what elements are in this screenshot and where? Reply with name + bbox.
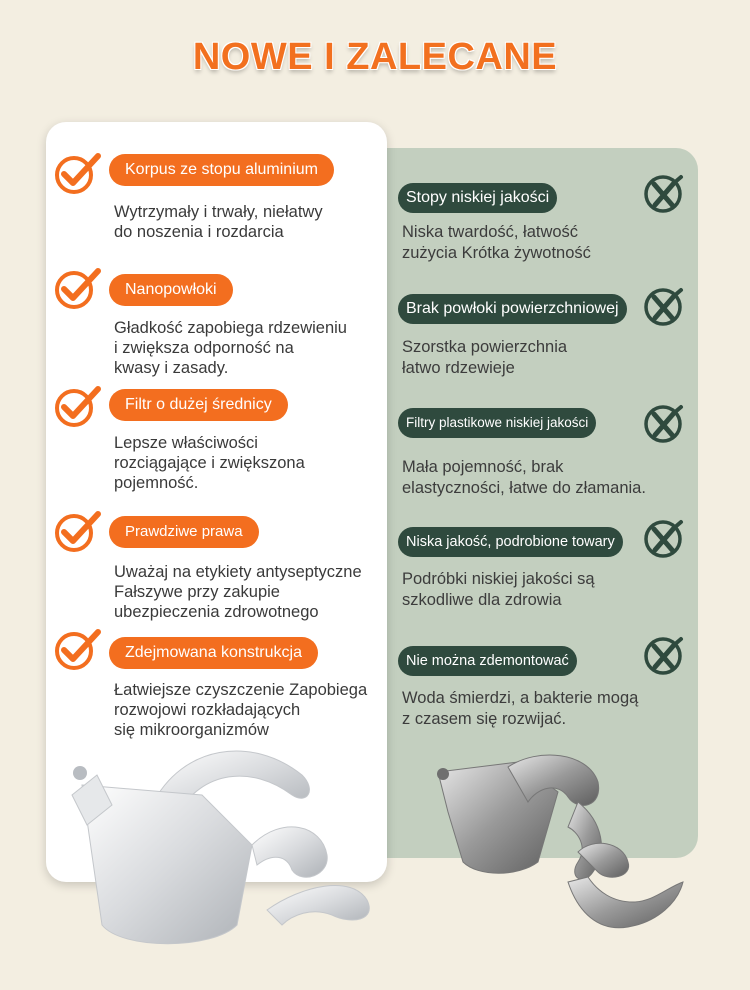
not-recommended-description: Podróbki niskiej jakości są szkodliwe dla zdrowia <box>402 570 595 609</box>
not-recommended-description: Mała pojemność, brak elastyczności, łatwe do złamania. <box>402 458 646 497</box>
cross-icon <box>643 285 687 329</box>
not-recommended-description: Niska twardość, łatwość zużycia Krótka żywotność <box>402 223 591 262</box>
recommended-description: Gładkość zapobiega rdzewieniu i zwiększa odporność na kwasy i zasady. <box>114 319 347 377</box>
cross-icon <box>643 634 687 678</box>
recommended-label: Zdejmowana konstrukcja <box>109 637 318 669</box>
checkmark-icon <box>54 626 102 672</box>
not-recommended-description: Szorstka powierzchnia łatwo rdzewieje <box>402 338 568 377</box>
not-recommended-label: Stopy niskiej jakości <box>398 183 557 213</box>
checkmark-icon <box>54 150 102 196</box>
checkmark-icon <box>54 383 102 429</box>
page-title: NOWE I ZALECANE <box>192 36 558 78</box>
recommended-description: Wytrzymały i trwały, niełatwy do noszenia i rozdarcia <box>114 203 323 241</box>
cross-icon <box>643 172 687 216</box>
recommended-label: Nanopowłoki <box>109 274 233 306</box>
not-recommended-label: Brak powłoki powierzchniowej <box>398 294 627 324</box>
not-recommended-label: Filtry plastikowe niskiej jakości <box>398 408 596 438</box>
recommended-label: Korpus ze stopu aluminium <box>109 154 334 186</box>
cross-icon <box>643 517 687 561</box>
recommended-label: Filtr o dużej średnicy <box>109 389 288 421</box>
recommended-description: Uważaj na etykiety antyseptyczne Fałszywe przy zakupie ubezpieczenia zdrowotnego <box>114 563 362 621</box>
cross-icon <box>643 402 687 446</box>
checkmark-icon <box>54 508 102 554</box>
recommended-label: Prawdziwe prawa <box>109 516 259 548</box>
not-recommended-label: Niska jakość, podrobione towary <box>398 527 623 557</box>
checkmark-icon <box>54 265 102 311</box>
not-recommended-label: Nie można zdemontować <box>398 646 577 676</box>
low-quality-juicer-image <box>428 752 698 942</box>
aluminium-juicer-image <box>52 735 422 985</box>
recommended-description: Lepsze właściwości rozciągające i zwiększona pojemność. <box>114 434 305 492</box>
recommended-description: Łatwiejsze czyszczenie Zapobiega rozwojowi rozkładających się mikroorganizmów <box>114 681 368 739</box>
not-recommended-description: Woda śmierdzi, a bakterie mogą z czasem się rozwijać. <box>402 689 639 728</box>
